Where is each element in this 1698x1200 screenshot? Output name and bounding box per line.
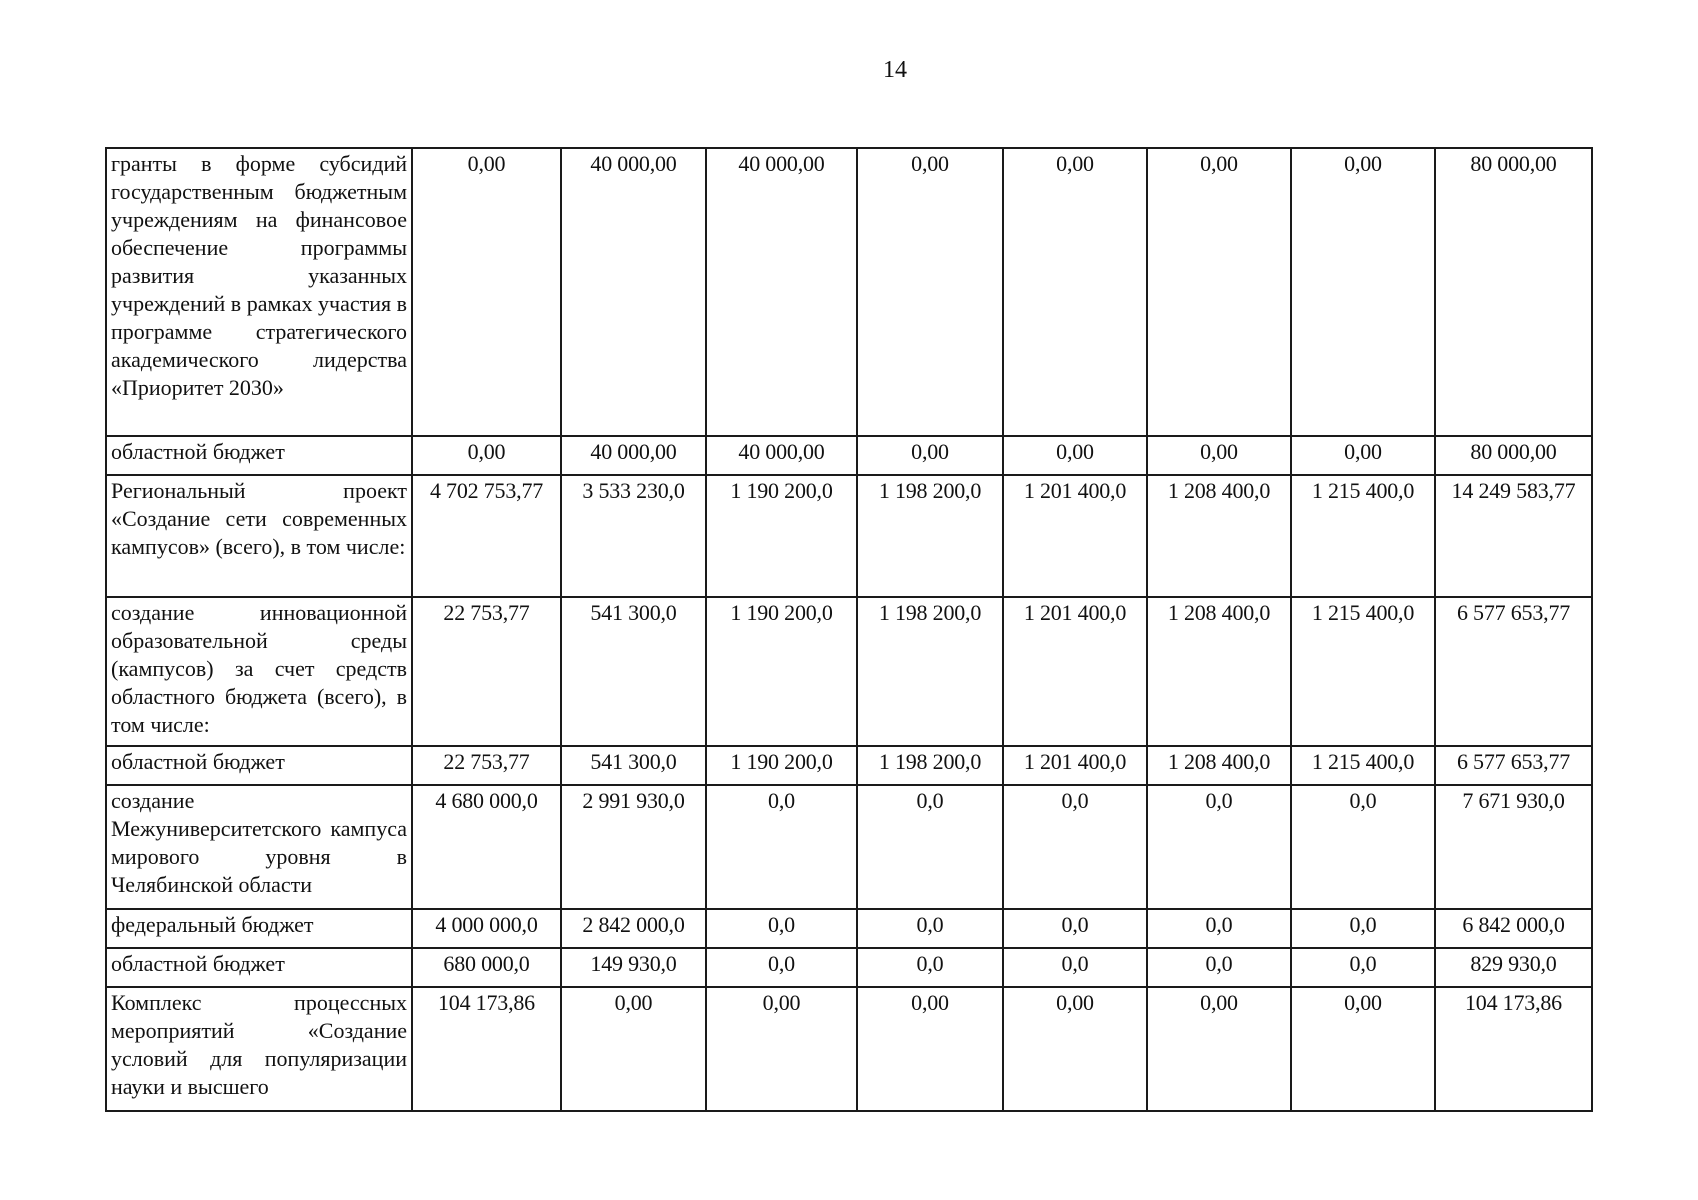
- value-cell: 104 173,86: [412, 987, 561, 1111]
- total-cell: 6 842 000,0: [1435, 909, 1592, 948]
- value-cell: 0,0: [857, 948, 1003, 987]
- value-cell: 1 201 400,0: [1003, 597, 1147, 746]
- value-cell: 0,00: [1003, 436, 1147, 475]
- value-cell: 0,00: [1147, 436, 1291, 475]
- table-row: [106, 597, 1592, 746]
- row-name-cell: создание Межуниверситетского кампуса мирового уровня в Челябинской области: [106, 785, 412, 909]
- value-cell: 2 842 000,0: [561, 909, 706, 948]
- value-cell: 0,00: [1291, 148, 1435, 436]
- value-cell: 0,0: [1003, 785, 1147, 909]
- value-cell: 1 201 400,0: [1003, 475, 1147, 597]
- value-cell: 40 000,00: [706, 148, 857, 436]
- value-cell: 0,0: [706, 909, 857, 948]
- total-cell: 6 577 653,77: [1435, 597, 1592, 746]
- value-cell: 22 753,77: [412, 746, 561, 785]
- value-cell: 541 300,0: [561, 597, 706, 746]
- value-cell: 680 000,0: [412, 948, 561, 987]
- value-cell: 1 215 400,0: [1291, 597, 1435, 746]
- row-name-cell: гранты в форме субсидий государственным бюджетным учреждениям на финансовое обеспечение программы развития указанных учреждений в рамках участия в программе стратегического академического лидерства «Приоритет 2030»: [106, 148, 412, 436]
- row-name-cell: Комплекс процессных мероприятий «Создание условий для популяризации науки и высшего: [106, 987, 412, 1111]
- page-number: 14: [883, 57, 907, 83]
- value-cell: 0,0: [1147, 909, 1291, 948]
- table-row: [106, 436, 1592, 475]
- value-cell: 0,00: [412, 436, 561, 475]
- value-cell: 3 533 230,0: [561, 475, 706, 597]
- value-cell: 40 000,00: [561, 436, 706, 475]
- budget-table: [105, 147, 1593, 1112]
- value-cell: 1 208 400,0: [1147, 597, 1291, 746]
- table-row: [106, 909, 1592, 948]
- table-row: [106, 987, 1592, 1111]
- value-cell: 0,00: [1003, 987, 1147, 1111]
- value-cell: 1 190 200,0: [706, 475, 857, 597]
- value-cell: 2 991 930,0: [561, 785, 706, 909]
- value-cell: 1 215 400,0: [1291, 746, 1435, 785]
- table-row: [106, 475, 1592, 597]
- row-name-cell: федеральный бюджет: [106, 909, 412, 948]
- value-cell: 0,00: [1147, 987, 1291, 1111]
- value-cell: 0,0: [1147, 785, 1291, 909]
- total-cell: 14 249 583,77: [1435, 475, 1592, 597]
- table-row: [106, 746, 1592, 785]
- value-cell: 1 198 200,0: [857, 475, 1003, 597]
- value-cell: 0,0: [1291, 909, 1435, 948]
- value-cell: 541 300,0: [561, 746, 706, 785]
- value-cell: 0,00: [1291, 436, 1435, 475]
- total-cell: 7 671 930,0: [1435, 785, 1592, 909]
- value-cell: 0,0: [857, 785, 1003, 909]
- value-cell: 0,0: [857, 909, 1003, 948]
- value-cell: 149 930,0: [561, 948, 706, 987]
- value-cell: 0,00: [857, 148, 1003, 436]
- value-cell: 0,00: [706, 987, 857, 1111]
- row-name-cell: областной бюджет: [106, 436, 412, 475]
- value-cell: 0,0: [706, 948, 857, 987]
- total-cell: 80 000,00: [1435, 148, 1592, 436]
- value-cell: 1 190 200,0: [706, 746, 857, 785]
- value-cell: 4 702 753,77: [412, 475, 561, 597]
- value-cell: 4 000 000,0: [412, 909, 561, 948]
- value-cell: 40 000,00: [561, 148, 706, 436]
- value-cell: 0,0: [1147, 948, 1291, 987]
- value-cell: 1 201 400,0: [1003, 746, 1147, 785]
- row-name-cell: создание инновационной образовательной среды (кампусов) за счет средств областного бюджета (всего), в том числе:: [106, 597, 412, 746]
- table-row: [106, 948, 1592, 987]
- value-cell: 0,00: [857, 436, 1003, 475]
- value-cell: 1 208 400,0: [1147, 746, 1291, 785]
- row-name-cell: Региональный проект «Создание сети современных кампусов» (всего), в том числе:: [106, 475, 412, 597]
- value-cell: 4 680 000,0: [412, 785, 561, 909]
- row-name-cell: областной бюджет: [106, 948, 412, 987]
- value-cell: 0,0: [706, 785, 857, 909]
- value-cell: 0,0: [1003, 909, 1147, 948]
- value-cell: 0,00: [857, 987, 1003, 1111]
- total-cell: 104 173,86: [1435, 987, 1592, 1111]
- value-cell: 0,00: [1003, 148, 1147, 436]
- value-cell: 1 215 400,0: [1291, 475, 1435, 597]
- total-cell: 80 000,00: [1435, 436, 1592, 475]
- total-cell: 829 930,0: [1435, 948, 1592, 987]
- value-cell: 22 753,77: [412, 597, 561, 746]
- value-cell: 1 198 200,0: [857, 597, 1003, 746]
- value-cell: 0,0: [1291, 948, 1435, 987]
- value-cell: 0,00: [412, 148, 561, 436]
- value-cell: 0,0: [1291, 785, 1435, 909]
- row-name-cell: областной бюджет: [106, 746, 412, 785]
- total-cell: 6 577 653,77: [1435, 746, 1592, 785]
- table-row: [106, 785, 1592, 909]
- value-cell: 0,0: [1003, 948, 1147, 987]
- value-cell: 0,00: [1291, 987, 1435, 1111]
- value-cell: 0,00: [1147, 148, 1291, 436]
- value-cell: 1 208 400,0: [1147, 475, 1291, 597]
- value-cell: 1 198 200,0: [857, 746, 1003, 785]
- value-cell: 0,00: [561, 987, 706, 1111]
- value-cell: 1 190 200,0: [706, 597, 857, 746]
- value-cell: 40 000,00: [706, 436, 857, 475]
- table-row: [106, 148, 1592, 436]
